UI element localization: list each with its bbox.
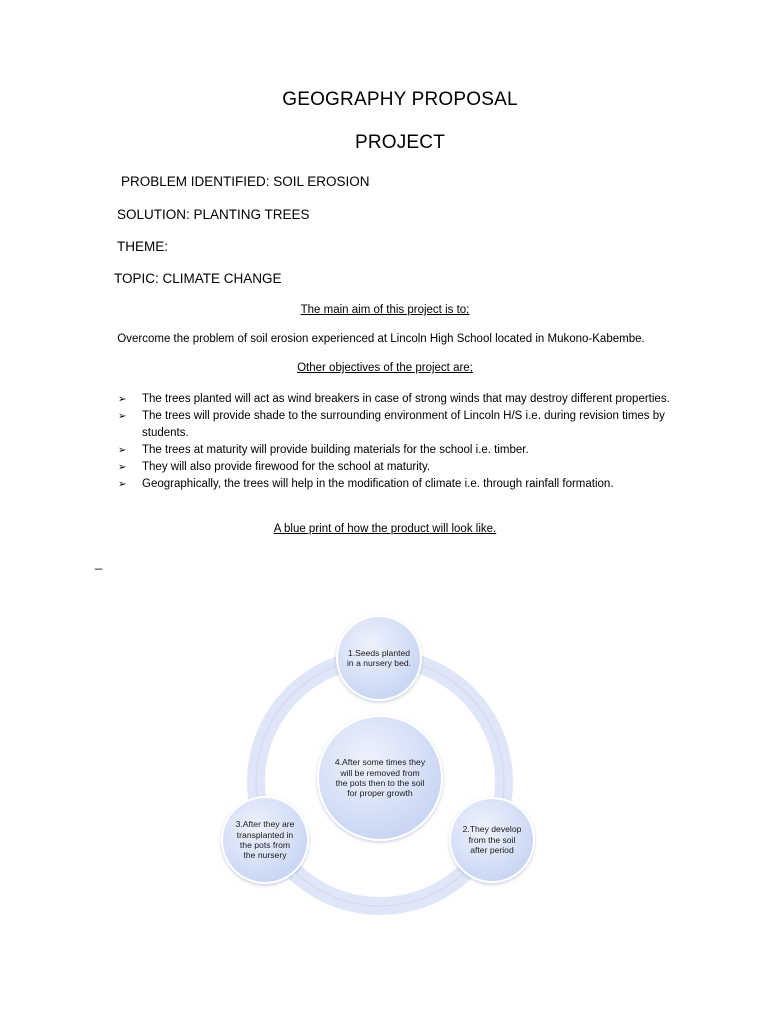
arrow-bullet-icon: ➢ — [118, 462, 127, 473]
objective-text: Geographically, the trees will help in the modification of climate i.e. through rainfall formation. — [142, 478, 614, 490]
objective-text: The trees will provide shade to the surrounding environment of Lincoln H/S i.e. during revision times by students. — [142, 410, 665, 439]
arrow-bullet-icon: ➢ — [118, 394, 127, 405]
topic-field: TOPIC: CLIMATE CHANGE — [114, 271, 282, 286]
stray-mark: _ — [95, 555, 103, 570]
problem-field: PROBLEM IDENTIFIED: SOIL EROSION — [121, 174, 370, 189]
objective-text: The trees planted will act as wind breakers in case of strong winds that may destroy different properties. — [142, 393, 670, 405]
document-subtitle: PROJECT — [354, 132, 446, 153]
blueprint-heading: A blue print of how the product will look like. — [273, 523, 497, 535]
theme-field: THEME: — [117, 239, 169, 254]
node-step1-label: 1.Seeds planted in a nursery bed. — [347, 647, 412, 668]
objective-text: They will also provide firewood for the school at maturity. — [142, 461, 431, 473]
aim-heading: The main aim of this project is to; — [300, 304, 470, 316]
arrow-bullet-icon: ➢ — [118, 479, 127, 490]
node-step4-label: 4.After some times they will be removed from the pots then to the soil for proper growth — [334, 757, 426, 799]
node-step2-label: 2.They develop from the soil after period — [462, 824, 522, 856]
aim-text: Overcome the problem of soil erosion experienced at Lincoln High School located in Mukono-Kabembe. — [117, 333, 645, 345]
arrow-bullet-icon: ➢ — [118, 445, 127, 456]
arrow-bullet-icon: ➢ — [118, 411, 127, 422]
node-step3-label: 3.After they are transplanted in the pots from the nursery — [235, 819, 295, 861]
objectives-heading: Other objectives of the project are; — [297, 362, 473, 374]
solution-field: SOLUTION: PLANTING TREES — [117, 207, 310, 222]
document-title: GEOGRAPHY PROPOSAL — [282, 89, 518, 110]
objective-text: The trees at maturity will provide building materials for the school i.e. timber. — [142, 444, 529, 456]
